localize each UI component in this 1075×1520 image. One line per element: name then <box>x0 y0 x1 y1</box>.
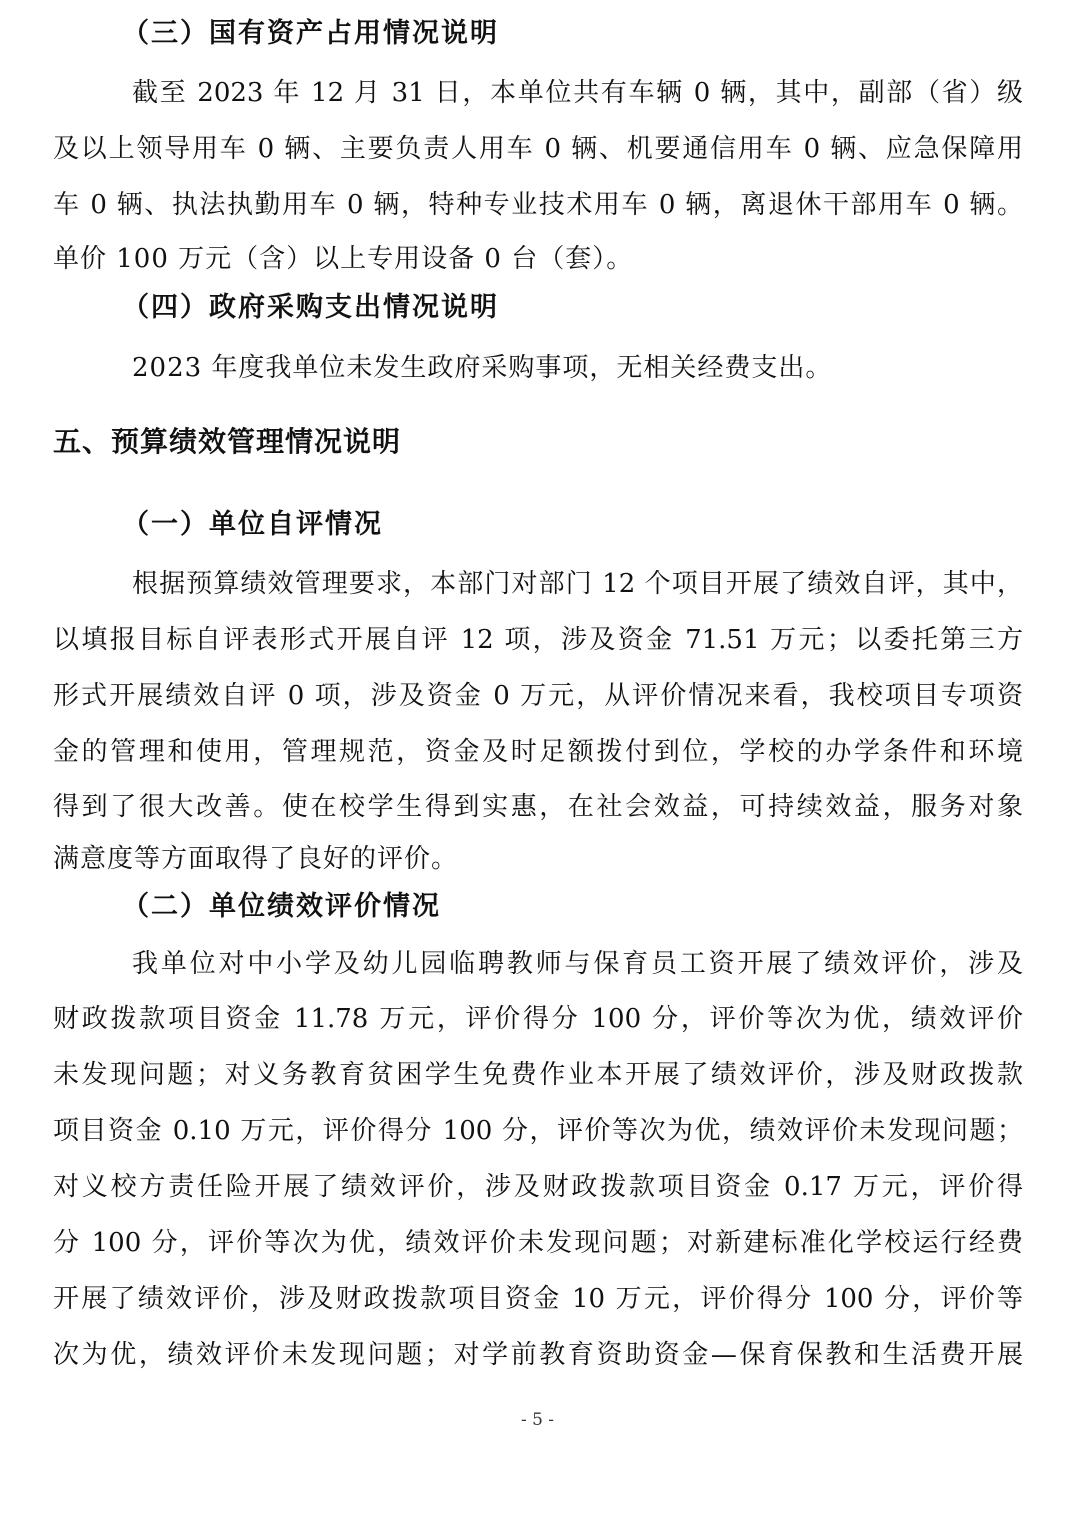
paragraph-line: 我单位对中小学及幼儿园临聘教师与保育员工资开展了绩效评价，涉及 <box>132 949 1023 979</box>
paragraph-line: 财政拨款项目资金 11.78 万元，评价得分 100 分，评价等次为优，绩效评价 <box>53 1004 1023 1034</box>
section-heading-state-assets: （三）国有资产占用情况说明 <box>122 18 499 49</box>
paragraph-line: 2023 年度我单位未发生政府采购事项，无相关经费支出。 <box>132 353 833 383</box>
paragraph-line: 车 0 辆、执法执勤用车 0 辆，特种专业技术用车 0 辆，离退休干部用车 0 辆。 <box>53 190 1023 220</box>
paragraph-line: 形式开展绩效自评 0 项，涉及资金 0 万元，从评价情况来看，我校项目专项资 <box>53 681 1023 711</box>
section-heading-gov-procurement: （四）政府采购支出情况说明 <box>122 292 499 323</box>
paragraph-line: 得到了很大改善。使在校学生得到实惠，在社会效益，可持续效益，服务对象 <box>53 792 1023 822</box>
paragraph-line: 根据预算绩效管理要求，本部门对部门 12 个项目开展了绩效自评，其中， <box>132 569 1023 599</box>
paragraph-line: 满意度等方面取得了良好的评价。 <box>53 844 459 874</box>
section-heading-self-evaluation: （一）单位自评情况 <box>122 509 383 540</box>
part-heading-budget-performance: 五、预算绩效管理情况说明 <box>53 425 402 458</box>
paragraph-line: 次为优，绩效评价未发现问题；对学前教育资助资金—保育保教和生活费开展 <box>53 1340 1023 1370</box>
paragraph-line: 开展了绩效评价，涉及财政拨款项目资金 10 万元，评价得分 100 分，评价等 <box>53 1284 1023 1314</box>
page-number: - 5 - <box>520 1410 555 1430</box>
paragraph-line: 及以上领导用车 0 辆、主要负责人用车 0 辆、机要通信用车 0 辆、应急保障用 <box>53 134 1023 164</box>
paragraph-line: 单价 100 万元（含）以上专用设备 0 台（套）。 <box>53 244 634 274</box>
paragraph-line: 未发现问题；对义务教育贫困学生免费作业本开展了绩效评价，涉及财政拨款 <box>53 1060 1023 1090</box>
paragraph-line: 项目资金 0.10 万元，评价得分 100 分，评价等次为优，绩效评价未发现问题； <box>53 1116 1023 1146</box>
paragraph-line: 金的管理和使用，管理规范，资金及时足额拨付到位，学校的办学条件和环境 <box>53 737 1023 767</box>
paragraph-line: 以填报目标自评表形式开展自评 12 项，涉及资金 71.51 万元；以委托第三方 <box>53 625 1023 655</box>
paragraph-line: 截至 2023 年 12 月 31 日，本单位共有车辆 0 辆，其中，副部（省）级 <box>132 78 1023 108</box>
section-heading-performance-evaluation: （二）单位绩效评价情况 <box>122 891 441 922</box>
paragraph-line: 对义校方责任险开展了绩效评价，涉及财政拨款项目资金 0.17 万元，评价得 <box>53 1172 1023 1202</box>
paragraph-line: 分 100 分，评价等次为优，绩效评价未发现问题；对新建标准化学校运行经费 <box>53 1228 1023 1258</box>
